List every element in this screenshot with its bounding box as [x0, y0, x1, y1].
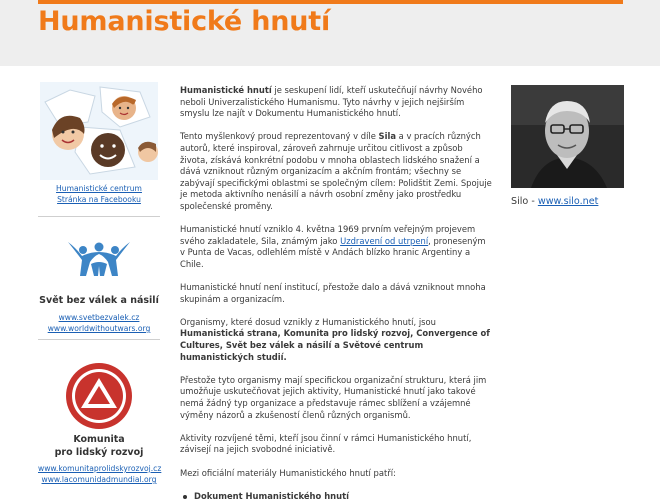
- worldwithoutwars-link[interactable]: www.worldwithoutwars.org: [47, 324, 151, 333]
- main-content: [180, 85, 492, 500]
- paragraph-silo: [180, 131, 492, 212]
- community-logo-icon[interactable]: [65, 362, 133, 430]
- paragraph-text: a v pracích různých autorů, které inspiroval, zároveň zahrnuje určitou citlivost a způsob života, získává konkrétní podobu v mnoha oblastech lidského snažení a dává vzniknout různým organizacím a akčním frontám; všechny se zabývají specifickými oblastmi se společným cílem: Polidštit Zemi. Spojuje je metoda aktivního nenásilí a návrh osobní změny jako prostředku společenské proměny.: [180, 131, 492, 211]
- lacomunidad-link[interactable]: www.lacomunidadmundial.org: [41, 475, 157, 484]
- caption-text: Silo -: [511, 196, 538, 207]
- paragraph-not-institution: Humanistické hnutí není institucí, přestože dalo a dává vzniknout mnoha skupinám a organizacím.: [180, 282, 486, 304]
- healing-suffering-link[interactable]: Uzdravení od utrpení: [340, 235, 429, 246]
- intro-text: je seskupení lidí, kteří uskutečňují návrhy Nového neboli Univerzalistického Humanismu. Tyto návrhy v jejich nejširším smyslu lze najít v Dokumentu Humanistického hnutí.: [180, 85, 483, 119]
- paragraph-text: Humanistické hnutí vzniklo 4. května 1969 prvním veřejným projevem svého zakladatele, Sila, známým jako: [180, 224, 476, 246]
- facebook-page-link[interactable]: Stránka na Facebooku: [57, 195, 141, 204]
- materials-list: [180, 491, 492, 500]
- silo-portrait-image: [511, 85, 624, 188]
- intro-bold-term: Humanistické hnutí: [180, 85, 272, 95]
- paragraph-text: , proneseným v Punta de Vacas, odlehlém místě v Andách blízko hranic Argentiny a Chile.: [180, 235, 486, 269]
- paragraph-text: Organismy, které dosud vznikly z Humanistického hnutí, jsou: [180, 316, 436, 327]
- intro-paragraph: [180, 85, 492, 120]
- paragraph-text: Tento myšlenkový proud reprezentovaný v díle: [180, 131, 379, 142]
- community-title-line1: Komunita: [73, 434, 125, 445]
- sidebar: [38, 82, 160, 485]
- paragraph-structure: Přestože tyto organismy mají specifickou organizační strukturu, která jim umožňuje uskutečňovat jejich aktivity, Humanistické hnutí jako takové nemá žádný typ organizace a představuje rámec sblížení a vzájemné výměny názorů a zkušeností členů různých organismů.: [180, 374, 487, 420]
- paragraph-materials: Mezi oficiální materiály Humanistického hnutí patří:: [180, 467, 396, 478]
- humanist-center-block: [38, 82, 160, 205]
- world-without-wars-logo-icon[interactable]: [64, 230, 134, 286]
- world-without-wars-title: Svět bez válek a násilí: [39, 295, 159, 306]
- organisms-bold: Humanistická strana, Komunita pro lidský rozvoj, Convergence of Cultures, Svět bez válek a násilí a Světové centrum humanistických studií.: [180, 328, 490, 362]
- community-title-line2: pro lidský rozvoj: [54, 447, 144, 458]
- silo-bold: Sila: [378, 131, 396, 142]
- paragraph-origin: [180, 224, 492, 270]
- humanist-center-link[interactable]: Humanistické centrum: [56, 184, 142, 193]
- community-block: [38, 362, 160, 485]
- list-item: Dokument Humanistického hnutí: [180, 491, 492, 500]
- silo-net-link[interactable]: www.silo.net: [537, 196, 599, 207]
- komunita-link[interactable]: www.komunitaprolidskyrozvoj.cz: [38, 464, 162, 473]
- paragraph-organisms: [180, 317, 492, 363]
- header-accent-bar: [38, 0, 623, 4]
- people-collage-image[interactable]: [40, 82, 158, 180]
- world-without-wars-block: [38, 230, 160, 334]
- page-title: Humanistické hnutí: [38, 6, 331, 37]
- svetbezvalek-link[interactable]: www.svetbezvalek.cz: [58, 313, 140, 322]
- portrait-caption: [511, 196, 598, 207]
- page-header: [0, 0, 660, 66]
- paragraph-activities: Aktivity rozvíjené těmi, kteří jsou činní v rámci Humanistického hnutí, závisejí na jejich svobodné iniciativě.: [180, 432, 472, 455]
